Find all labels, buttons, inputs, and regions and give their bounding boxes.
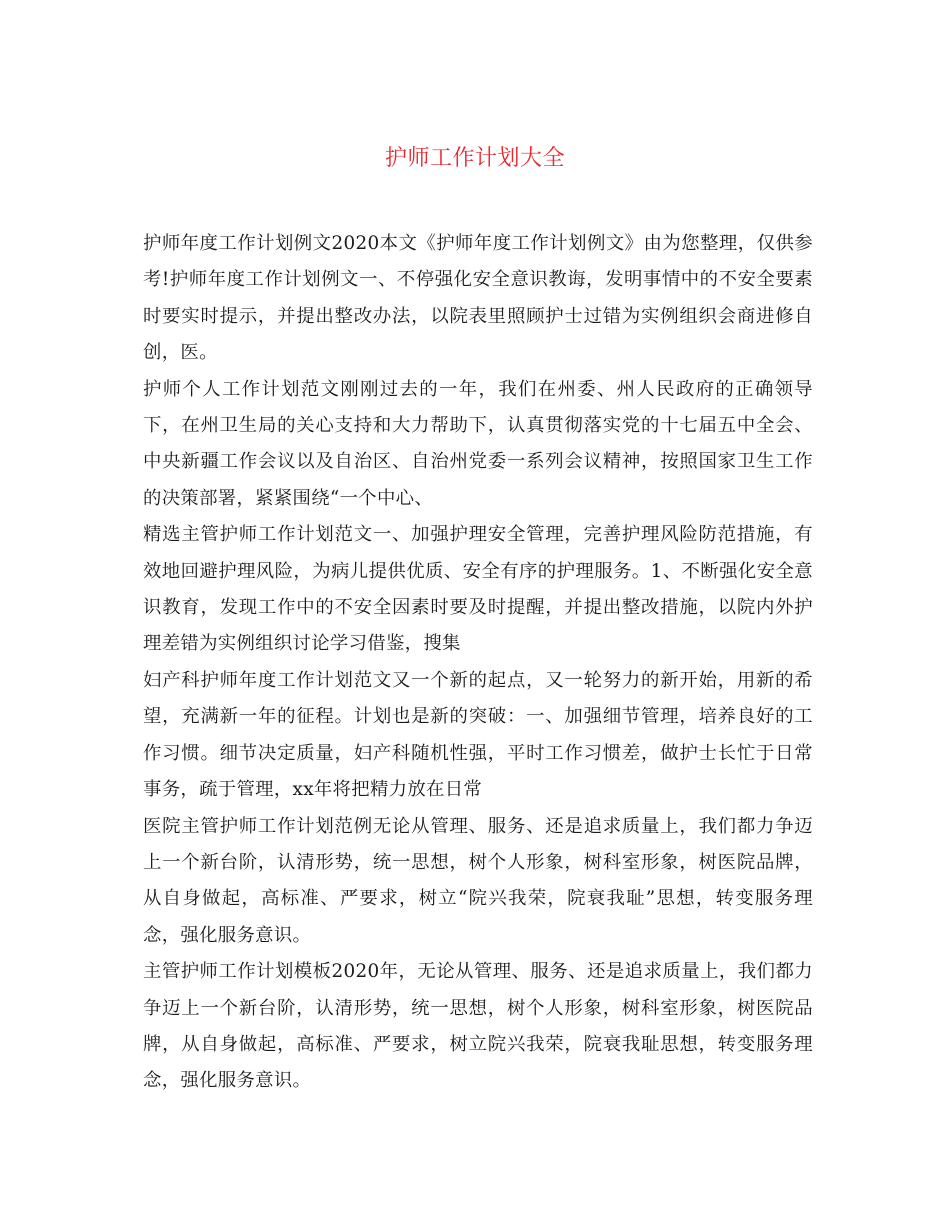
document-body bbox=[143, 226, 813, 1100]
paragraph: 主管护师工作计划模板2020年，无论从管理、服务、还是追求质量上，我们都力争迈上一个新台阶，认清形势，统一思想，树个人形象，树科室形象，树医院品牌，从自身做起，高标准、严要求，树立院兴我荣，院衰我耻思想，转变服务理念，强化服务意识。 bbox=[143, 961, 813, 1092]
paragraph: 医院主管护师工作计划范例无论从管理、服务、还是追求质量上，我们都力争迈上一个新台阶，认清形势，统一思想，树个人形象，树科室形象，树医院品牌，从自身做起，高标准、严要求，树立“院兴我荣，院衰我耻”思想，转变服务理念，强化服务意识。 bbox=[143, 815, 813, 946]
document-title: 护师工作计划大全 bbox=[384, 146, 565, 171]
paragraph: 护师年度工作计划例文2020本文《护师年度工作计划例文》由为您整理，仅供参考!护师年度工作计划例文一、不停强化安全意识教诲，发明事情中的不安全要素时要实时提示，并提出整改办法，以院表里照顾护士过错为实例组织会商进修自创，医。 bbox=[143, 233, 813, 364]
paragraph: 妇产科护师年度工作计划范文又一个新的起点，又一轮努力的新开始，用新的希望，充满新一年的征程。计划也是新的突破：一、加强细节管理，培养良好的工作习惯。细节决定质量，妇产科随机性强，平时工作习惯差，做护士长忙于日常事务，疏于管理，xx年将把精力放在日常 bbox=[143, 669, 813, 801]
paragraph: 精选主管护师工作计划范文一、加强护理安全管理，完善护理风险防范措施，有效地回避护理风险，为病儿提供优质、安全有序的护理服务。1、不断强化安全意识教育，发现工作中的不安全因素时要及时提醒，并提出整改措施，以院内外护理差错为实例组织讨论学习借鉴，搜集 bbox=[143, 524, 813, 655]
paragraph: 护师个人工作计划范文刚刚过去的一年，我们在州委、州人民政府的正确领导下，在州卫生局的关心支持和大力帮助下，认真贯彻落实党的十七届五中全会、中央新疆工作会议以及自治区、自治州党委一系列会议精神，按照国家卫生工作的决策部署，紧紧围绕“一个中心、 bbox=[143, 378, 813, 509]
